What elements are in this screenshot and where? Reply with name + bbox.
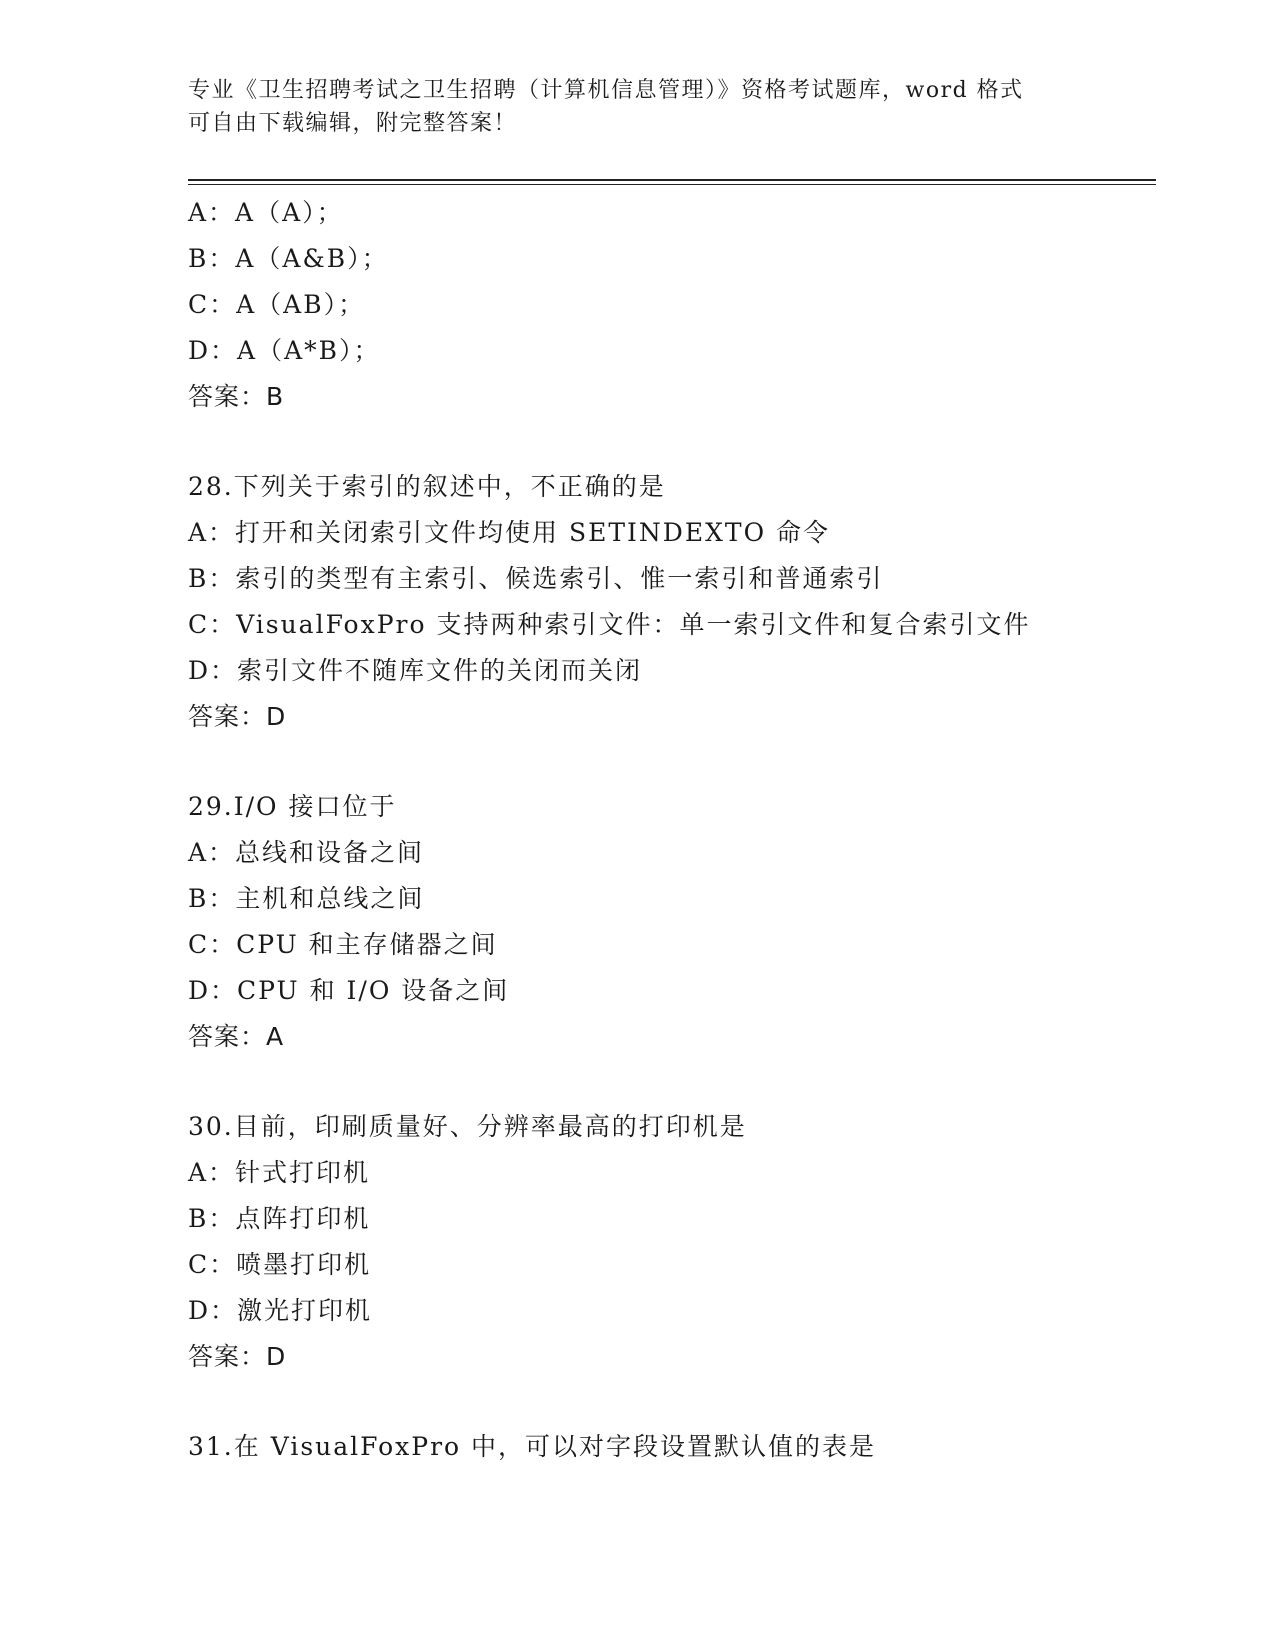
option-a: A：A（A）；: [188, 198, 344, 227]
option-d: D：激光打印机: [188, 1296, 373, 1325]
option-d: D：A（A*B）；: [188, 336, 381, 365]
question-27: [188, 190, 1148, 420]
answer: 答案：B: [188, 382, 285, 411]
question-28: [188, 464, 1148, 740]
option-a: A：针式打印机: [188, 1158, 371, 1187]
header-divider-thick: [188, 179, 1156, 181]
option-d: D：索引文件不随库文件的关闭而关闭: [188, 656, 643, 685]
option-b: B：点阵打印机: [188, 1204, 371, 1233]
answer: 答案：D: [188, 702, 287, 731]
option-b: B：索引的类型有主索引、候选索引、惟一索引和普通索引: [188, 564, 884, 593]
answer: 答案：D: [188, 1342, 287, 1371]
option-d: D：CPU 和 I/O 设备之间: [188, 976, 510, 1005]
answer: 答案：A: [188, 1022, 285, 1051]
header-line-2: 可自由下载编辑，附完整答案！: [188, 111, 518, 136]
option-b: B：主机和总线之间: [188, 884, 425, 913]
option-a: A：打开和关闭索引文件均使用 SETINDEXTO 命令: [188, 518, 831, 547]
option-c: C：A（AB）；: [188, 290, 366, 319]
question-text: 28.下列关于索引的叙述中，不正确的是: [188, 472, 666, 501]
option-b: B：A（A&B）；: [188, 244, 389, 273]
option-c: C：CPU 和主存储器之间: [188, 930, 498, 959]
option-a: A：总线和设备之间: [188, 838, 425, 867]
document-header: [188, 74, 1068, 140]
option-c: C：喷墨打印机: [188, 1250, 372, 1279]
header-divider-thin: [188, 184, 1156, 185]
question-30: [188, 1104, 1148, 1380]
question-text: 29.I/O 接口位于: [188, 792, 397, 821]
question-29: [188, 784, 1148, 1060]
question-text: 30.目前，印刷质量好、分辨率最高的打印机是: [188, 1112, 747, 1141]
option-c: C：VisualFoxPro 支持两种索引文件：单一索引文件和复合索引文件: [188, 610, 1031, 639]
question-text: 31.在 VisualFoxPro 中，可以对字段设置默认值的表是: [188, 1432, 877, 1461]
question-list: [188, 190, 1148, 1470]
question-31: [188, 1424, 1148, 1470]
header-line-1: 专业《卫生招聘考试之卫生招聘（计算机信息管理）》资格考试题库，word 格式: [188, 78, 1024, 103]
